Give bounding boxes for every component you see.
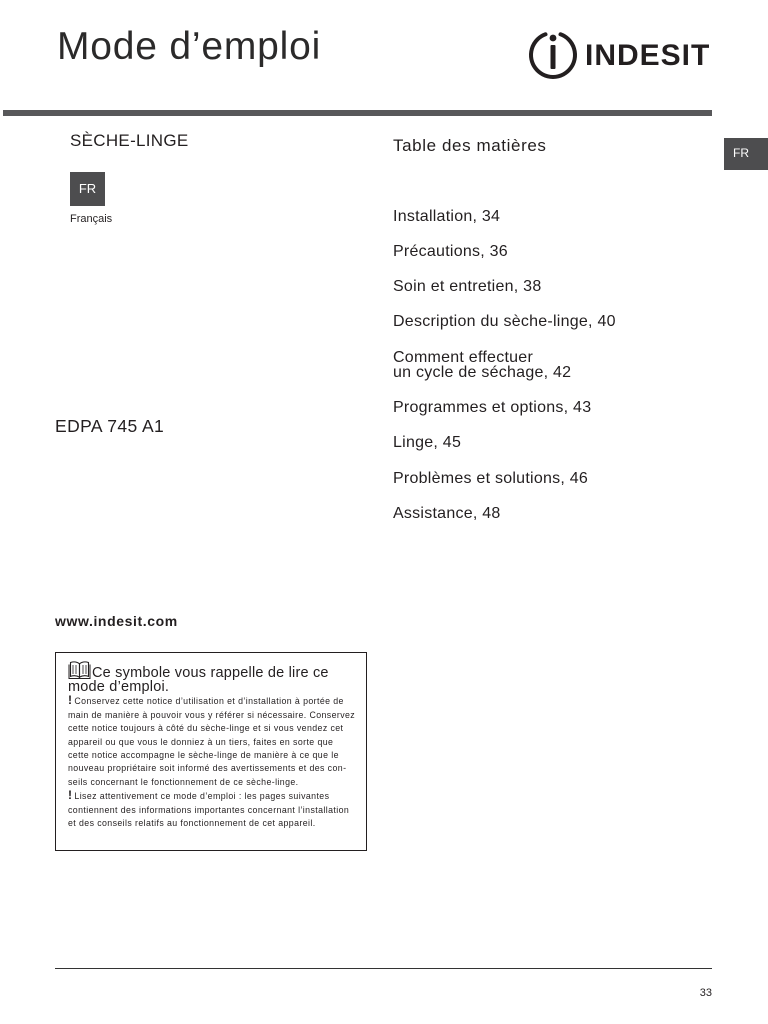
language-side-tab-label: FR bbox=[733, 146, 749, 160]
notice-heading-line: Ce symbole vous rappelle de lire ce bbox=[92, 665, 329, 681]
toc-item-drying-cycle: Comment effectuer un cycle de séchage, 42 bbox=[393, 348, 572, 381]
notice-heading bbox=[68, 666, 329, 694]
notice-line: cette notice accompagne le sèche-linge de manière à ce que le bbox=[68, 749, 339, 760]
indesit-logo-icon bbox=[527, 30, 579, 80]
brand-logo-text: INDESIT bbox=[585, 39, 711, 72]
toc-item-description: Description du sèche-linge, 40 bbox=[393, 313, 616, 331]
website-link[interactable]: www.indesit.com bbox=[55, 613, 178, 629]
toc-item-installation: Installation, 34 bbox=[393, 207, 501, 225]
notice-line: seils concernant le fonctionnement de ce sèche-linge. bbox=[68, 776, 299, 787]
notice-heading-line: mode d’emploi. bbox=[68, 679, 170, 695]
toc-item-assistance: Assistance, 48 bbox=[393, 504, 501, 522]
product-category: SÈCHE-LINGE bbox=[70, 131, 189, 150]
warning-mark: ! bbox=[68, 693, 73, 708]
toc-item-laundry: Linge, 45 bbox=[393, 434, 462, 452]
notice-line: contiennent des informations importantes concernant l’installation bbox=[68, 804, 350, 815]
toc-item-precautions: Précautions, 36 bbox=[393, 242, 508, 260]
notice-line: cette notice toujours à côté du sèche-linge et si vous vendez cet bbox=[68, 723, 344, 734]
toc-item-troubleshooting: Problèmes et solutions, 46 bbox=[393, 469, 589, 487]
language-side-tab bbox=[724, 138, 768, 170]
notice-line bbox=[68, 694, 355, 708]
notice-line: appareil ou que vous le donniez à un tiers, faites en sorte que bbox=[68, 736, 334, 747]
toc-title: Table des matières bbox=[393, 136, 547, 155]
model-number: EDPA 745 A1 bbox=[55, 416, 165, 436]
toc-item-care: Soin et entretien, 38 bbox=[393, 278, 542, 296]
notice-line: main de manière à pouvoir vous y référer si nécessaire. Conservez bbox=[68, 709, 356, 720]
notice-line: nouveau propriétaire soit informé des avertissements et des con- bbox=[68, 763, 347, 774]
notice-box bbox=[55, 652, 367, 851]
header-rule bbox=[3, 110, 712, 116]
notice-text bbox=[68, 694, 355, 830]
notice-line bbox=[68, 789, 355, 803]
notice-line: et des conseils relatifs au fonctionnement de cet appareil. bbox=[68, 817, 316, 828]
footer-rule bbox=[55, 968, 712, 969]
toc-item-programmes: Programmes et options, 43 bbox=[393, 398, 592, 416]
page-number: 33 bbox=[699, 987, 712, 999]
warning-mark: ! bbox=[68, 788, 73, 803]
toc-list bbox=[393, 209, 616, 542]
notice-line-text: Conservez cette notice d’utilisation et d’installation à portée de bbox=[74, 696, 344, 707]
language-name: Français bbox=[70, 213, 113, 225]
notice-line-text: Lisez attentivement ce mode d’emploi : les pages suivantes bbox=[74, 791, 330, 802]
language-badge: FR bbox=[70, 172, 105, 206]
page-title: Mode d’emploi bbox=[57, 25, 322, 68]
